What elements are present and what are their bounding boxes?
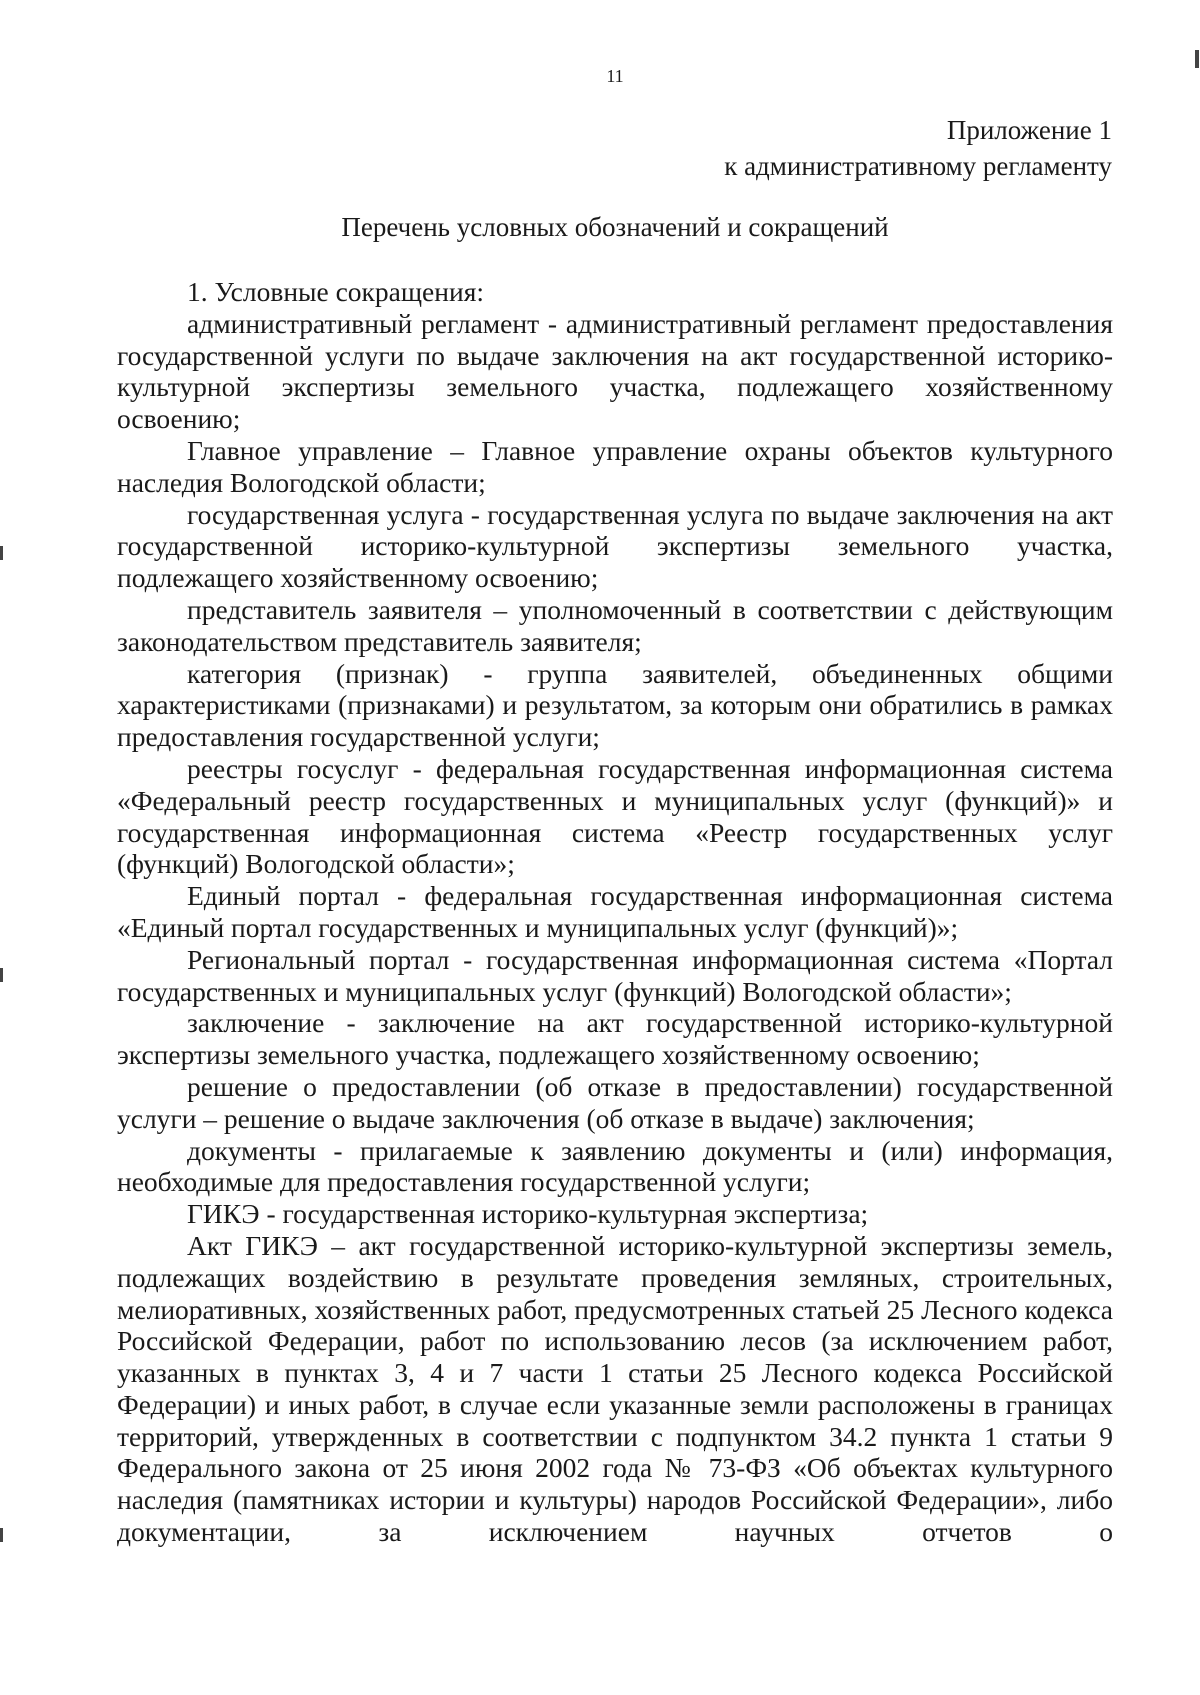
appendix-reference: к административному регламенту [724,151,1112,181]
appendix-header [724,112,1112,184]
definition-paragraph: представитель заявителя – уполномоченный в соответствии с действующим законодательством представитель заявителя; [117,593,1113,657]
definition-paragraph: заключение - заключение на акт государственной историко-культурной экспертизы земельного участка, подлежащего хозяйственному освоению; [117,1007,1113,1071]
scan-edge-mark [1195,50,1199,68]
definition-paragraph: документы - прилагаемые к заявлению документы и (или) информация, необходимые для предоставления государственной услуги; [117,1134,1113,1198]
page-number: 11 [606,66,624,86]
definition-paragraph: государственная услуга - государственная услуга по выдаче заключения на акт государственной историко-культурной экспертизы земельного участка, подлежащего хозяйственному освоению; [117,498,1113,594]
definition-paragraph: Единый портал - федеральная государственная информационная система «Единый портал государственных и муниципальных услуг (функций)»; [117,880,1113,943]
definition-paragraph: административный регламент - административный регламент предоставления государственной услуги по выдаче заключения на акт государственной историко-культурной экспертизы земельного участка, подлежащего хозяйственному освоению; [117,307,1113,435]
definition-paragraph: ГИКЭ - государственная историко-культурная экспертиза; [187,1198,869,1230]
definition-paragraph: реестры госуслуг - федеральная государственная информационная система «Федеральный реестр государственных и муниципальных услуг (функций)» и государственная информационная система «Реестр государственных услуг (функций) Вологодской области»; [117,752,1113,880]
appendix-number: Приложение 1 [946,115,1112,145]
section-heading: 1. Условные сокращения: [187,276,484,307]
definition-paragraph: решение о предоставлении (об отказе в предоставлении) государственной услуги – решение о выдаче заключения (об отказе в выдаче) заключения; [117,1070,1113,1134]
definition-paragraph: Региональный портал - государственная информационная система «Портал государственных и муниципальных услуг (функций) Вологодской области»; [117,943,1113,1007]
definition-paragraph: категория (признак) - группа заявителей, объединенных общими характеристиками (признаками) и результатом, за которым они обратились в рамках предоставления государственной услуги; [117,657,1113,753]
document-body [117,276,1113,1548]
scan-edge-mark [0,968,3,982]
document-title: Перечень условных обозначений и сокращений [341,212,889,242]
definition-paragraph: Акт ГИКЭ – акт государственной историко-культурной экспертизы земель, подлежащих воздействию в результате проведения земляных, строительных, мелиоративных, хозяйственных работ, предусмотренных статьей 25 Лесного кодекса Российской Федерации, работ по использованию лесов (за исключением работ, указанных в пунктах 3, 4 и 7 части 1 статьи 25 Лесного кодекса Российской Федерации) и иных работ, в случае если указанные земли расположены в границах территорий, утвержденных в соответствии с подпунктом 34.2 пункта 1 статьи 9 Федерального закона от 25 июня 2002 года № 73-ФЗ «Об объектах культурного наследия (памятниках истории и культуры) народов Российской Федерации», либо документации, за исключением научных отчетов о [117,1229,1113,1548]
definition-paragraph: Главное управление – Главное управление охраны объектов культурного наследия Вологодской области; [117,434,1113,498]
scan-edge-mark [0,546,3,560]
scan-edge-mark [0,1528,3,1542]
